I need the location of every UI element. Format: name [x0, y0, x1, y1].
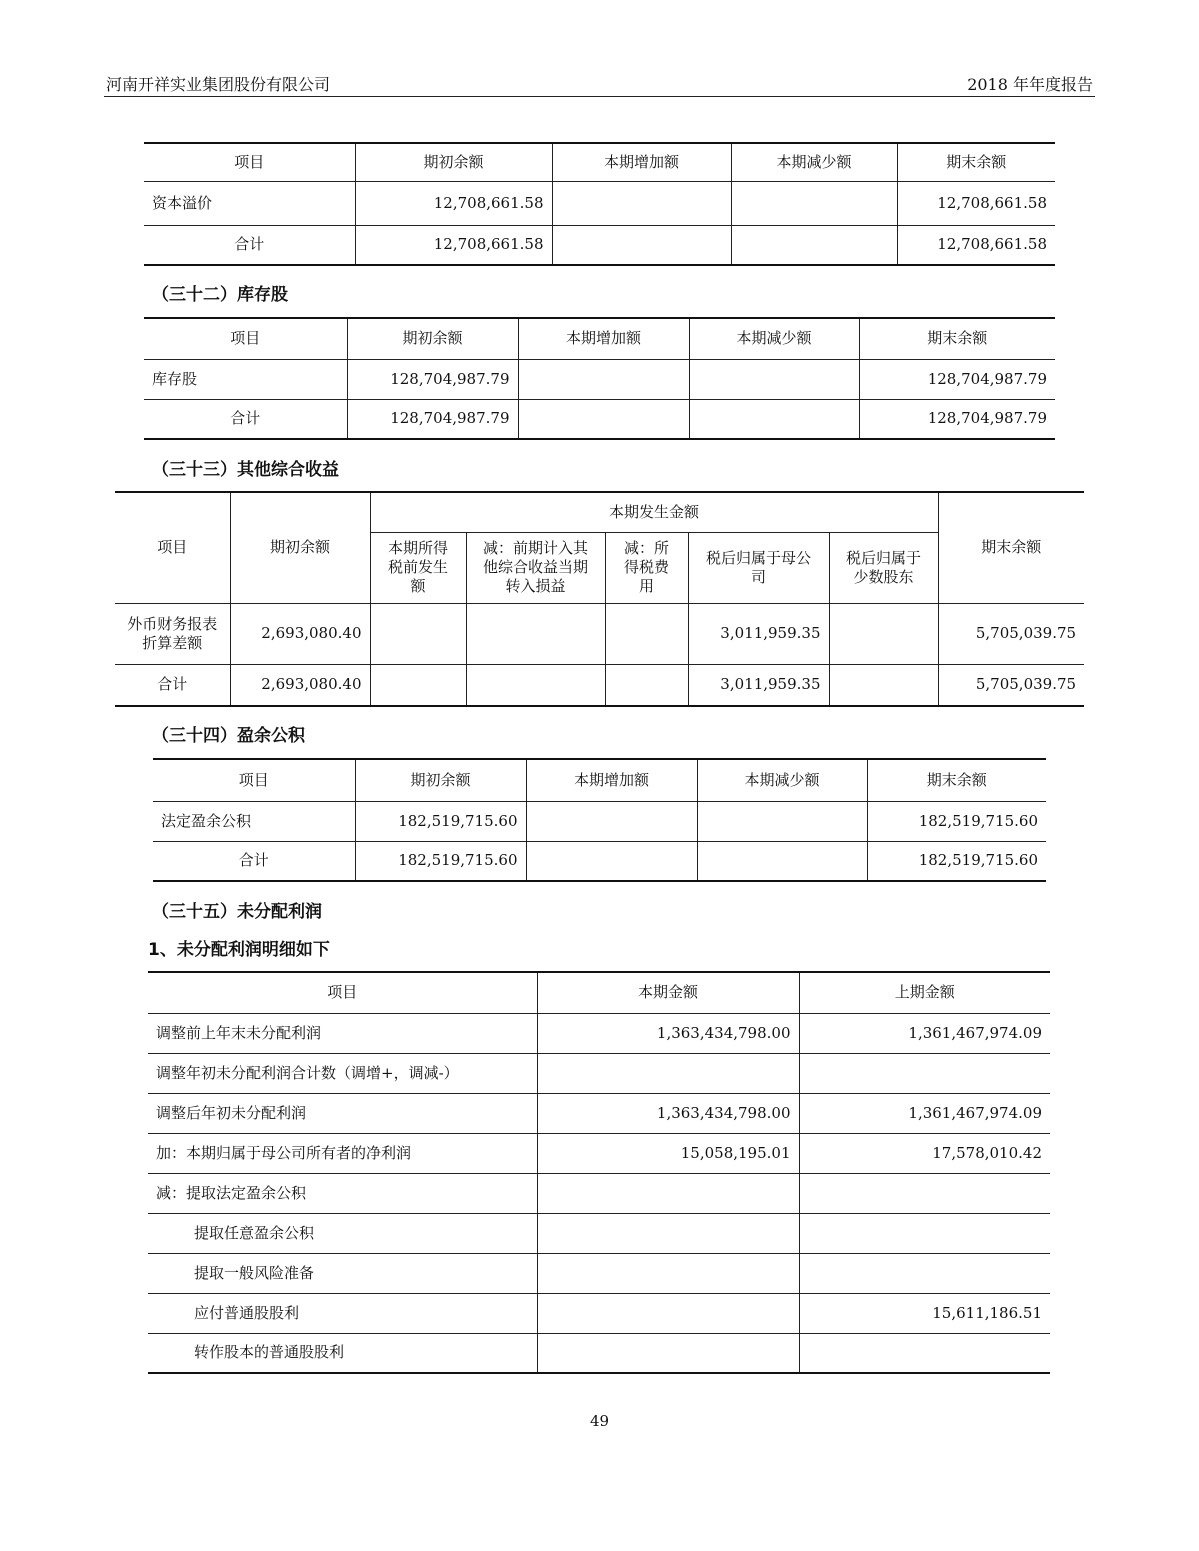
subsection-title-profit-detail: 1、未分配利润明细如下 [148, 940, 330, 960]
cell-value: 1,363,434,798.00 [537, 1093, 799, 1133]
cell-value: 1,363,434,798.00 [537, 1013, 799, 1053]
table-header-row [148, 972, 1050, 1013]
row-label: 合计 [144, 225, 355, 265]
cell-value [537, 1293, 799, 1333]
cell-value: 128,704,987.79 [859, 359, 1055, 399]
cell-value [537, 1173, 799, 1213]
cell-value: 12,708,661.58 [897, 181, 1055, 225]
col-header: 期末余额 [938, 492, 1084, 603]
row-label: 加：本期归属于母公司所有者的净利润 [148, 1133, 537, 1173]
section-title-oci: （三十三）其他综合收益 [152, 460, 339, 480]
col-subheader: 本期所得税前发生额 [370, 532, 466, 603]
row-label: 调整年初未分配利润合计数（调增+，调减-） [148, 1053, 537, 1093]
cell-value [466, 603, 605, 664]
capital-reserve-table [144, 142, 1055, 266]
row-label: 合计 [115, 664, 230, 706]
cell-value [829, 603, 938, 664]
col-header: 期初余额 [347, 318, 518, 359]
table-row [148, 1053, 1050, 1093]
cell-value: 12,708,661.58 [355, 181, 552, 225]
cell-value: 5,705,039.75 [938, 664, 1084, 706]
col-header: 期初余额 [355, 143, 552, 181]
table-row [115, 664, 1084, 706]
cell-value: 2,693,080.40 [230, 603, 370, 664]
col-header: 项目 [144, 318, 347, 359]
col-header: 期初余额 [355, 759, 526, 801]
table-row [144, 399, 1055, 439]
row-label: 调整后年初未分配利润 [148, 1093, 537, 1133]
table-row [148, 1253, 1050, 1293]
table-header-row [115, 492, 1084, 532]
cell-value: 15,058,195.01 [537, 1133, 799, 1173]
undistributed-profit-table [148, 971, 1050, 1374]
cell-value: 182,519,715.60 [355, 801, 526, 841]
cell-value [537, 1253, 799, 1293]
cell-value [518, 399, 689, 439]
cell-value: 128,704,987.79 [347, 359, 518, 399]
cell-value: 182,519,715.60 [355, 841, 526, 881]
cell-value [552, 181, 731, 225]
cell-value [370, 664, 466, 706]
treasury-stock-table [144, 317, 1055, 440]
cell-value [537, 1213, 799, 1253]
cell-value [731, 181, 897, 225]
section-title-treasury-stock: （三十二）库存股 [152, 285, 288, 305]
cell-value [466, 664, 605, 706]
cell-value: 1,361,467,974.09 [799, 1093, 1050, 1133]
col-header: 本期减少额 [731, 143, 897, 181]
section-title-undistributed-profit: （三十五）未分配利润 [152, 902, 322, 922]
row-label: 法定盈余公积 [153, 801, 355, 841]
col-header: 本期减少额 [697, 759, 867, 801]
section-title-surplus-reserve: （三十四）盈余公积 [152, 726, 305, 746]
row-label: 减：提取法定盈余公积 [148, 1173, 537, 1213]
cell-value [526, 841, 697, 881]
page-number: 49 [589, 1412, 610, 1430]
col-header: 本期金额 [537, 972, 799, 1013]
col-header: 项目 [153, 759, 355, 801]
col-header: 期初余额 [230, 492, 370, 603]
col-header: 期末余额 [859, 318, 1055, 359]
cell-value [537, 1053, 799, 1093]
cell-value [799, 1173, 1050, 1213]
surplus-reserve-table [153, 758, 1046, 882]
table-header-row [153, 759, 1046, 801]
cell-value [552, 225, 731, 265]
cell-value: 182,519,715.60 [867, 841, 1046, 881]
col-subheader: 减：前期计入其他综合收益当期转入损益 [466, 532, 605, 603]
col-header: 本期减少额 [689, 318, 859, 359]
table-row [144, 225, 1055, 265]
row-label: 外币财务报表折算差额 [115, 603, 230, 664]
cell-value [697, 801, 867, 841]
col-header: 项目 [144, 143, 355, 181]
cell-value [689, 399, 859, 439]
col-header: 期末余额 [897, 143, 1055, 181]
cell-value [370, 603, 466, 664]
cell-value: 2,693,080.40 [230, 664, 370, 706]
cell-value: 15,611,186.51 [799, 1293, 1050, 1333]
table-row [148, 1293, 1050, 1333]
col-header: 本期增加额 [552, 143, 731, 181]
cell-value [799, 1053, 1050, 1093]
cell-value: 17,578,010.42 [799, 1133, 1050, 1173]
table-row [115, 603, 1084, 664]
cell-value: 128,704,987.79 [347, 399, 518, 439]
table-row [148, 1173, 1050, 1213]
cell-value [518, 359, 689, 399]
table-header-row [144, 318, 1055, 359]
row-label: 合计 [153, 841, 355, 881]
cell-value [605, 603, 688, 664]
header-report-title: 2018 年年度报告 [967, 75, 1093, 94]
table-header-row [144, 143, 1055, 181]
cell-value: 3,011,959.35 [688, 603, 829, 664]
row-label: 提取任意盈余公积 [148, 1213, 537, 1253]
row-label: 资本溢价 [144, 181, 355, 225]
table-row [148, 1133, 1050, 1173]
cell-value: 12,708,661.58 [355, 225, 552, 265]
cell-value: 182,519,715.60 [867, 801, 1046, 841]
cell-value: 1,361,467,974.09 [799, 1013, 1050, 1053]
col-header: 项目 [148, 972, 537, 1013]
cell-value [799, 1213, 1050, 1253]
row-label: 调整前上年末未分配利润 [148, 1013, 537, 1053]
row-label: 合计 [144, 399, 347, 439]
table-row [148, 1093, 1050, 1133]
header-divider [104, 96, 1095, 97]
col-subheader: 减：所得税费用 [605, 532, 688, 603]
row-label: 库存股 [144, 359, 347, 399]
cell-value: 5,705,039.75 [938, 603, 1084, 664]
col-subheader: 税后归属于母公司 [688, 532, 829, 603]
col-header: 上期金额 [799, 972, 1050, 1013]
table-row [144, 181, 1055, 225]
col-header: 项目 [115, 492, 230, 603]
table-row [153, 801, 1046, 841]
cell-value [799, 1333, 1050, 1373]
cell-value [697, 841, 867, 881]
cell-value [689, 359, 859, 399]
cell-value: 3,011,959.35 [688, 664, 829, 706]
col-header: 期末余额 [867, 759, 1046, 801]
cell-value [526, 801, 697, 841]
col-header: 本期增加额 [518, 318, 689, 359]
cell-value [537, 1333, 799, 1373]
cell-value [799, 1253, 1050, 1293]
cell-value [731, 225, 897, 265]
col-header: 本期增加额 [526, 759, 697, 801]
table-row [148, 1213, 1050, 1253]
col-group-header: 本期发生金额 [370, 492, 938, 532]
row-label: 应付普通股股利 [148, 1293, 537, 1333]
cell-value: 12,708,661.58 [897, 225, 1055, 265]
cell-value [605, 664, 688, 706]
header-company: 河南开祥实业集团股份有限公司 [106, 75, 331, 94]
other-comprehensive-income-table [115, 491, 1084, 707]
table-row [148, 1333, 1050, 1373]
table-row [144, 359, 1055, 399]
cell-value: 128,704,987.79 [859, 399, 1055, 439]
table-row [148, 1013, 1050, 1053]
cell-value [829, 664, 938, 706]
row-label: 提取一般风险准备 [148, 1253, 537, 1293]
row-label: 转作股本的普通股股利 [148, 1333, 537, 1373]
table-row [153, 841, 1046, 881]
col-subheader: 税后归属于少数股东 [829, 532, 938, 603]
